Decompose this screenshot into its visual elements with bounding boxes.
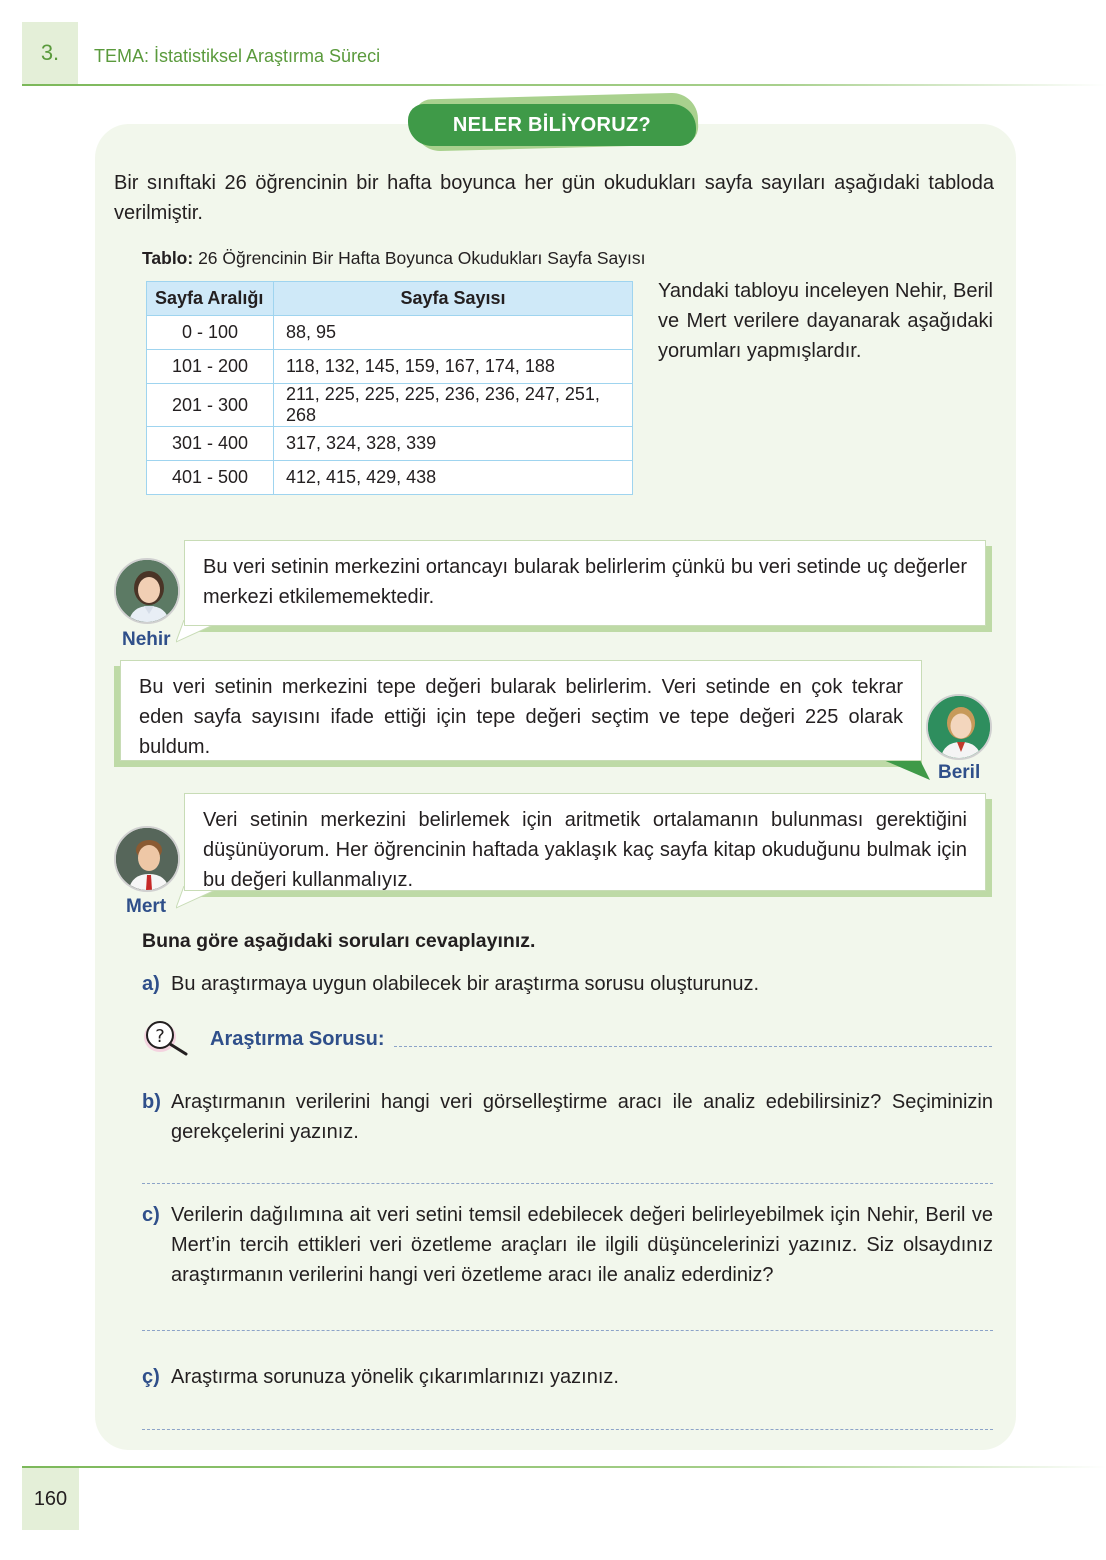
- pages-cell: 88, 95: [274, 316, 633, 350]
- nehir-speech-bubble: Bu veri setinin merkezini ortancayı bularak belirlerim çünkü bu veri setinde uç değerler merkezi etkilememektedir.: [184, 540, 986, 626]
- beril-speech-bubble: Bu veri setinin merkezini tepe değeri bularak belirlerim. Veri setinde en çok tekrar eden sayfa sayısını ifade ettiği için tepe değeri seçtim ve tepe değeri 225 olarak buldum.: [120, 660, 922, 761]
- question-label: ç): [142, 1366, 160, 1388]
- range-cell: 101 - 200: [147, 350, 274, 384]
- mert-avatar: [114, 826, 180, 892]
- column-header-range: Sayfa Aralığı: [147, 282, 274, 316]
- table-header-row: [147, 282, 633, 316]
- column-header-pages: Sayfa Sayısı: [274, 282, 633, 316]
- pages-cell: 118, 132, 145, 159, 167, 174, 188: [274, 350, 633, 384]
- table-row: [147, 384, 633, 427]
- question-b: [142, 1087, 993, 1147]
- chapter-number: 3.: [22, 22, 78, 84]
- nehir-avatar: [114, 558, 180, 624]
- nehir-name: Nehir: [122, 629, 171, 650]
- range-cell: 401 - 500: [147, 461, 274, 495]
- range-cell: 301 - 400: [147, 427, 274, 461]
- table-row: [147, 461, 633, 495]
- chapter-title: TEMA: İstatistiksel Araştırma Süreci: [94, 46, 381, 66]
- question-label: a): [142, 973, 160, 995]
- svg-text:?: ?: [155, 1026, 165, 1047]
- questions-heading: Buna göre aşağıdaki soruları cevaplayınız.: [142, 930, 536, 952]
- beril-name: Beril: [938, 762, 981, 783]
- question-a: [142, 969, 993, 999]
- pages-cell: 317, 324, 328, 339: [274, 427, 633, 461]
- footer-divider: [22, 1466, 1106, 1468]
- table-caption-label: Tablo:: [142, 248, 194, 268]
- question-text: Verilerin dağılımına ait veri setini temsil edebilecek değeri belirleyebilmek için Nehir, Beril ve Mert’in tercih ettikleri veri özetleme araçları ile ilgili düşüncelerinizi yazınız. Siz olsaydınız araştırmanın verilerini hangi veri özetleme aracı ile analiz ederdiniz?: [171, 1204, 993, 1286]
- question-c-cedilla: [142, 1362, 993, 1392]
- beril-avatar: [926, 694, 992, 760]
- side-text: Yandaki tabloyu inceleyen Nehir, Beril ve Mert verilere dayanarak aşağıdaki yorumları yapmışlardır.: [658, 280, 993, 362]
- research-question-answer-line[interactable]: [394, 1046, 992, 1047]
- question-label: b): [142, 1091, 161, 1113]
- answer-line-c[interactable]: [142, 1330, 993, 1331]
- page-number: 160: [22, 1468, 79, 1530]
- question-text: Araştırmanın verilerini hangi veri görselleştirme aracı ile analiz edebilirsiniz? Seçiminizin gerekçelerini yazınız.: [171, 1091, 993, 1143]
- answer-line-c-cedilla[interactable]: [142, 1429, 993, 1430]
- table-row: [147, 316, 633, 350]
- question-c: [142, 1200, 993, 1290]
- research-question-label: Araştırma Sorusu:: [210, 1028, 385, 1050]
- pages-cell: 412, 415, 429, 438: [274, 461, 633, 495]
- table-row: [147, 427, 633, 461]
- answer-line-b[interactable]: [142, 1183, 993, 1184]
- range-cell: 0 - 100: [147, 316, 274, 350]
- table-caption-text: 26 Öğrencinin Bir Hafta Boyunca Okudukları Sayfa Sayısı: [193, 248, 646, 268]
- intro-text: Bir sınıftaki 26 öğrencinin bir hafta boyunca her gün okudukları sayfa sayıları aşağıdaki tabloda verilmiştir.: [114, 172, 994, 224]
- question-text: Araştırma sorunuza yönelik çıkarımlarınızı yazınız.: [171, 1366, 619, 1388]
- section-title: NELER BİLİYORUZ?: [408, 104, 696, 146]
- question-text: Bu araştırmaya uygun olabilecek bir araştırma sorusu oluşturunuz.: [171, 973, 760, 995]
- table-caption: [142, 243, 646, 273]
- table-row: [147, 350, 633, 384]
- header-divider: [22, 84, 1106, 86]
- magnifier-question-icon: [142, 1016, 194, 1060]
- question-label: c): [142, 1204, 160, 1226]
- pages-cell: 211, 225, 225, 225, 236, 236, 247, 251, 268: [274, 384, 633, 427]
- mert-speech-bubble: Veri setinin merkezini belirlemek için aritmetik ortalamanın bulunması gerektiğini düşünüyorum. Her öğrencinin haftada yaklaşık kaç sayfa kitap okuduğunu bulmak için bu değeri kullanmalıyız.: [184, 793, 986, 891]
- page-count-table: [146, 281, 633, 495]
- range-cell: 201 - 300: [147, 384, 274, 427]
- mert-name: Mert: [126, 896, 167, 917]
